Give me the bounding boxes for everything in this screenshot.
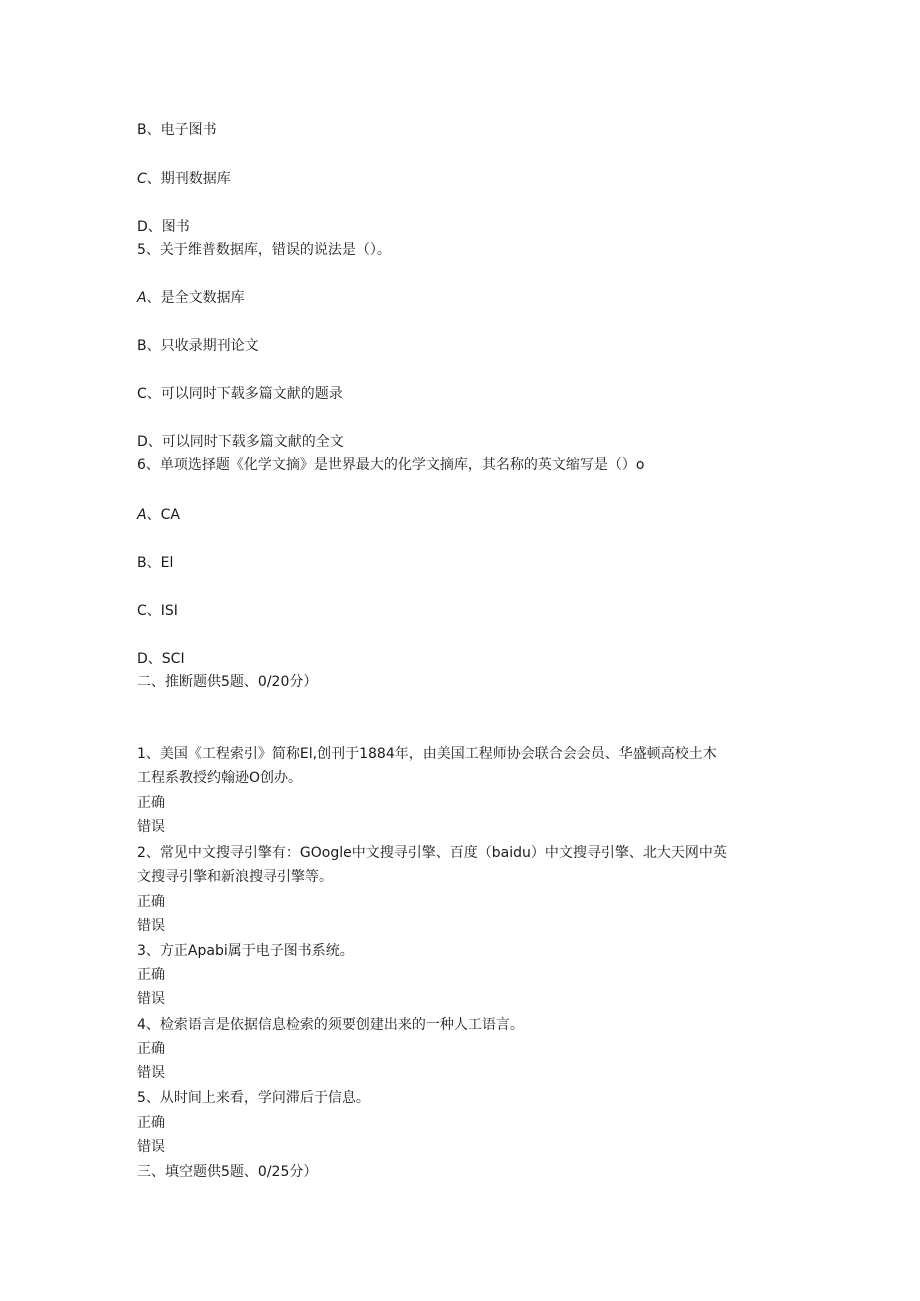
judge-q1-stem-line1: 1、美国《工程索引》简称El,创刊于1884年，由美国工程师协会联合会会员、华盛顿高校土木	[137, 746, 717, 762]
q6-option-c: C、ISI	[137, 603, 178, 619]
option-text: 、CA	[146, 507, 180, 523]
option-text: 、期刊数据库	[146, 171, 231, 187]
option-text: 、是全文数据库	[146, 290, 245, 306]
judge-q1-option-true: 正确	[137, 795, 165, 811]
q6-option-b: B、El	[137, 555, 174, 571]
judge-q4-option-true: 正确	[137, 1041, 165, 1057]
judge-q2-stem-line2: 文搜寻引擎和新浪搜寻引擎等。	[137, 869, 333, 885]
judge-q3-stem: 3、方正Apabi属于电子图书系统。	[137, 943, 354, 959]
q5-option-d: D、可以同时下载多篇文献的全文	[137, 434, 344, 450]
judge-q5-option-false: 错误	[137, 1139, 165, 1155]
q5-option-c: C、可以同时下载多篇文献的题录	[137, 386, 343, 402]
judge-q5-stem: 5、从时间上来看，学问滞后于信息。	[137, 1090, 370, 1106]
q4-option-c	[137, 170, 231, 188]
judge-q4-stem: 4、检索语言是依据信息检索的须要创建出来的一种人工语言。	[137, 1017, 524, 1033]
judge-q3-option-false: 错误	[137, 991, 165, 1007]
q5-option-a	[137, 289, 245, 307]
judge-q2-stem-line1: 2、常见中文搜寻引擎有：GOogle中文搜寻引擎、百度（baidu）中文搜寻引擎、北大天网中英	[137, 845, 727, 861]
section-heading-judgment: 二、推断题供5题、0/20分）	[137, 674, 318, 690]
q6-option-d: D、SCI	[137, 651, 185, 667]
q6-stem: 6、单项选择题《化学文摘》是世界最大的化学文摘库，其名称的英文缩写是（）o	[137, 457, 645, 473]
section-heading-fill-blank: 三、填空题供5题、0/25分）	[137, 1164, 318, 1180]
option-letter: A	[137, 507, 147, 523]
q5-stem: 5、关于维普数据库，错误的说法是（）。	[137, 242, 391, 258]
q5-option-b: B、只收录期刊论文	[137, 338, 259, 354]
judge-q1-stem-line2: 工程系教授约翰逊O创办。	[137, 770, 303, 786]
q4-option-b: B、电子图书	[137, 122, 217, 138]
judge-q2-option-true: 正确	[137, 894, 165, 910]
q6-option-a	[137, 506, 180, 524]
option-letter: A	[137, 290, 147, 306]
judge-q2-option-false: 错误	[137, 918, 165, 934]
judge-q1-option-false: 错误	[137, 819, 165, 835]
judge-q5-option-true: 正确	[137, 1115, 165, 1131]
q4-option-d: D、图书	[137, 219, 190, 235]
option-letter: C	[137, 171, 147, 187]
judge-q3-option-true: 正确	[137, 967, 165, 983]
judge-q4-option-false: 错误	[137, 1065, 165, 1081]
